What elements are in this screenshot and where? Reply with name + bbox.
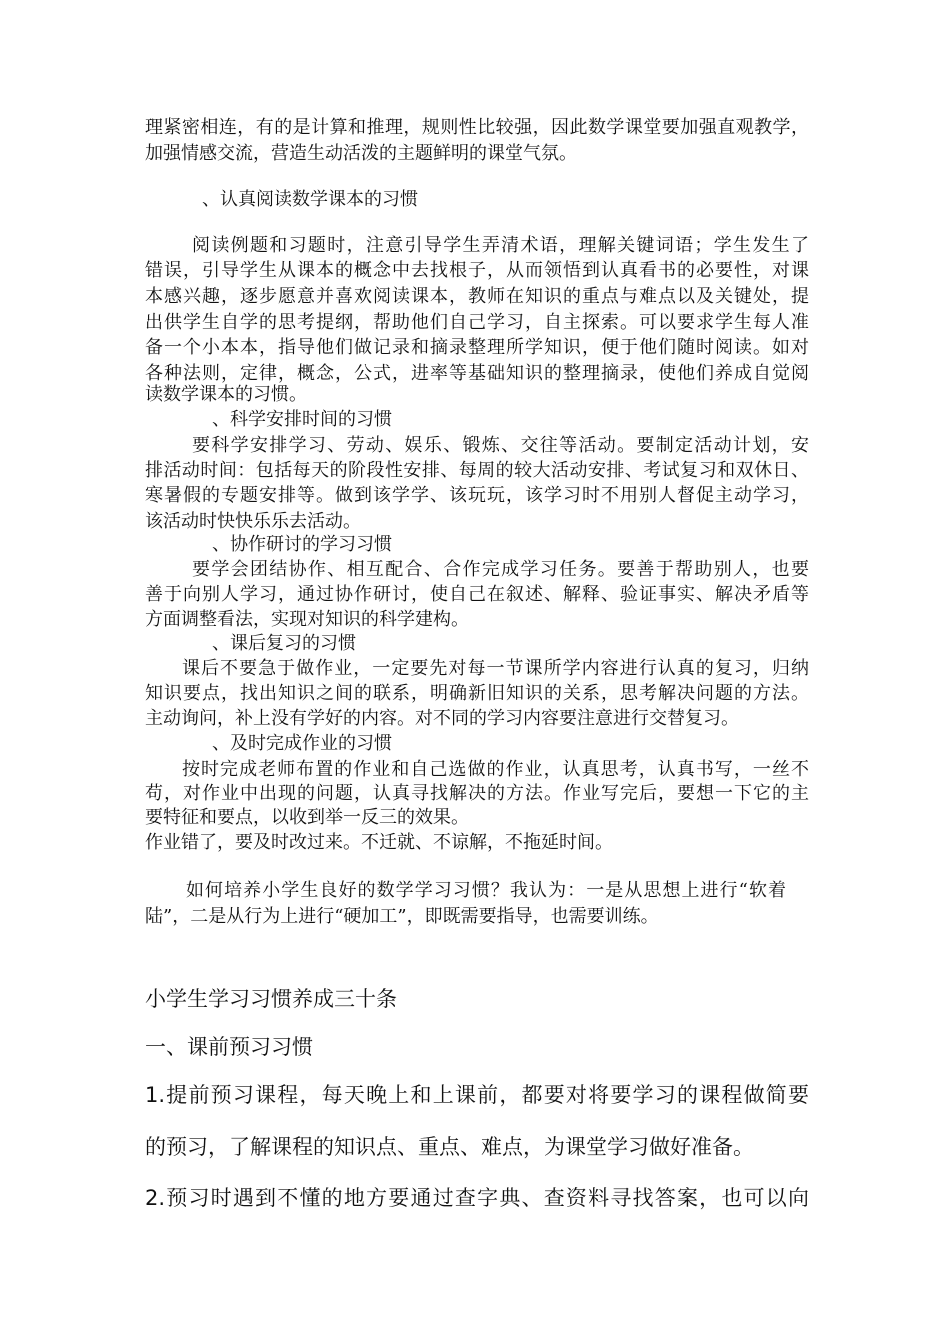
heading-reading-habit: 、认真阅读数学课本的习惯: [202, 189, 418, 210]
coop-line-3: 方面调整看法，实现对知识的科学建构。: [145, 609, 469, 630]
time-line-4: 该活动时快快乐乐去活动。: [145, 511, 361, 532]
part2-title: 小学生学习习惯养成三十条: [145, 987, 397, 1011]
part2-item-1-line-1: 1.提前预习课程，每天晚上和上课前，都要对将要学习的课程做简要: [145, 1083, 809, 1107]
reading-line-7: 读数学课本的习惯。: [145, 384, 307, 405]
time-line-1: 要科学安排学习、劳动、娱乐、锻炼、交往等活动。要制定活动计划，安: [192, 435, 809, 456]
conclusion-line-2: 陆”，二是从行为上进行“硬加工”，即既需要指导，也需要训练。: [145, 906, 659, 927]
time-line-3: 寒暑假的专题安排等。做到该学学、该玩玩，该学习时不用别人督促主动学习，: [145, 485, 809, 506]
review-line-2: 知识要点，找出知识之间的联系，明确新旧知识的关系，思考解决问题的方法。: [145, 683, 809, 704]
heading-time-habit: 、科学安排时间的习惯: [212, 409, 392, 430]
coop-line-1: 要学会团结协作、相互配合、合作完成学习任务。要善于帮助别人，也要: [192, 559, 809, 580]
reading-line-2: 错误，引导学生从课本的概念中去找根子，从而领悟到认真看书的必要性，对课: [145, 260, 809, 281]
homework-line-3: 要特征和要点，以收到举一反三的效果。: [145, 807, 469, 828]
intro-line-2: 加强情感交流，营造生动活泼的主题鲜明的课堂气氛。: [145, 143, 577, 164]
part2-section-1: 一、课前预习习惯: [145, 1035, 313, 1059]
coop-line-2: 善于向别人学习，通过协作研讨，使自己在叙述、解释、验证事实、解决矛盾等: [145, 584, 809, 605]
intro-line-1: 理紧密相连，有的是计算和推理，规则性比较强，因此数学课堂要加强直观教学，: [145, 117, 809, 138]
review-line-1: 课后不要急于做作业，一定要先对每一节课所学内容进行认真的复习，归纳: [182, 658, 809, 679]
heading-coop-habit: 、协作研讨的学习习惯: [212, 534, 392, 555]
reading-line-3: 本感兴趣，逐步愿意并喜欢阅读课本，教师在知识的重点与难点以及关键处，提: [145, 286, 809, 307]
heading-homework-habit: 、及时完成作业的习惯: [212, 733, 392, 754]
part2-item-1-line-2: 的预习，了解课程的知识点、重点、难点，为课堂学习做好准备。: [145, 1135, 754, 1159]
reading-line-4: 出供学生自学的思考提纲，帮助他们自己学习，自主探索。可以要求学生每人准: [145, 312, 809, 333]
time-line-2: 排活动时间：包括每天的阶段性安排、每周的较大活动安排、考试复习和双休日、: [145, 460, 809, 481]
homework-line-4: 作业错了，要及时改过来。不迁就、不谅解，不拖延时间。: [145, 832, 613, 853]
homework-line-2: 苟，对作业中出现的问题，认真寻找解决的方法。作业写完后，要想一下它的主: [145, 783, 809, 804]
review-line-3: 主动询问，补上没有学好的内容。对不同的学习内容要注意进行交替复习。: [145, 708, 739, 729]
conclusion-line-1: 如何培养小学生良好的数学学习习惯？我认为：一是从思想上进行“软着: [186, 880, 786, 901]
homework-line-1: 按时完成老师布置的作业和自己选做的作业，认真思考，认真书写，一丝不: [182, 759, 809, 780]
reading-line-6: 各种法则，定律，概念，公式，进率等基础知识的整理摘录，使他们养成自觉阅: [145, 363, 809, 384]
reading-line-5: 备一个小本本，指导他们做记录和摘录整理所学知识，便于他们随时阅读。如对: [145, 337, 809, 358]
reading-line-1: 阅读例题和习题时，注意引导学生弄清术语，理解关键词语；学生发生了: [192, 235, 809, 256]
part2-item-2-line-1: 2.预习时遇到不懂的地方要通过查字典、查资料寻找答案，也可以向: [145, 1186, 809, 1210]
heading-review-habit: 、课后复习的习惯: [212, 633, 356, 654]
